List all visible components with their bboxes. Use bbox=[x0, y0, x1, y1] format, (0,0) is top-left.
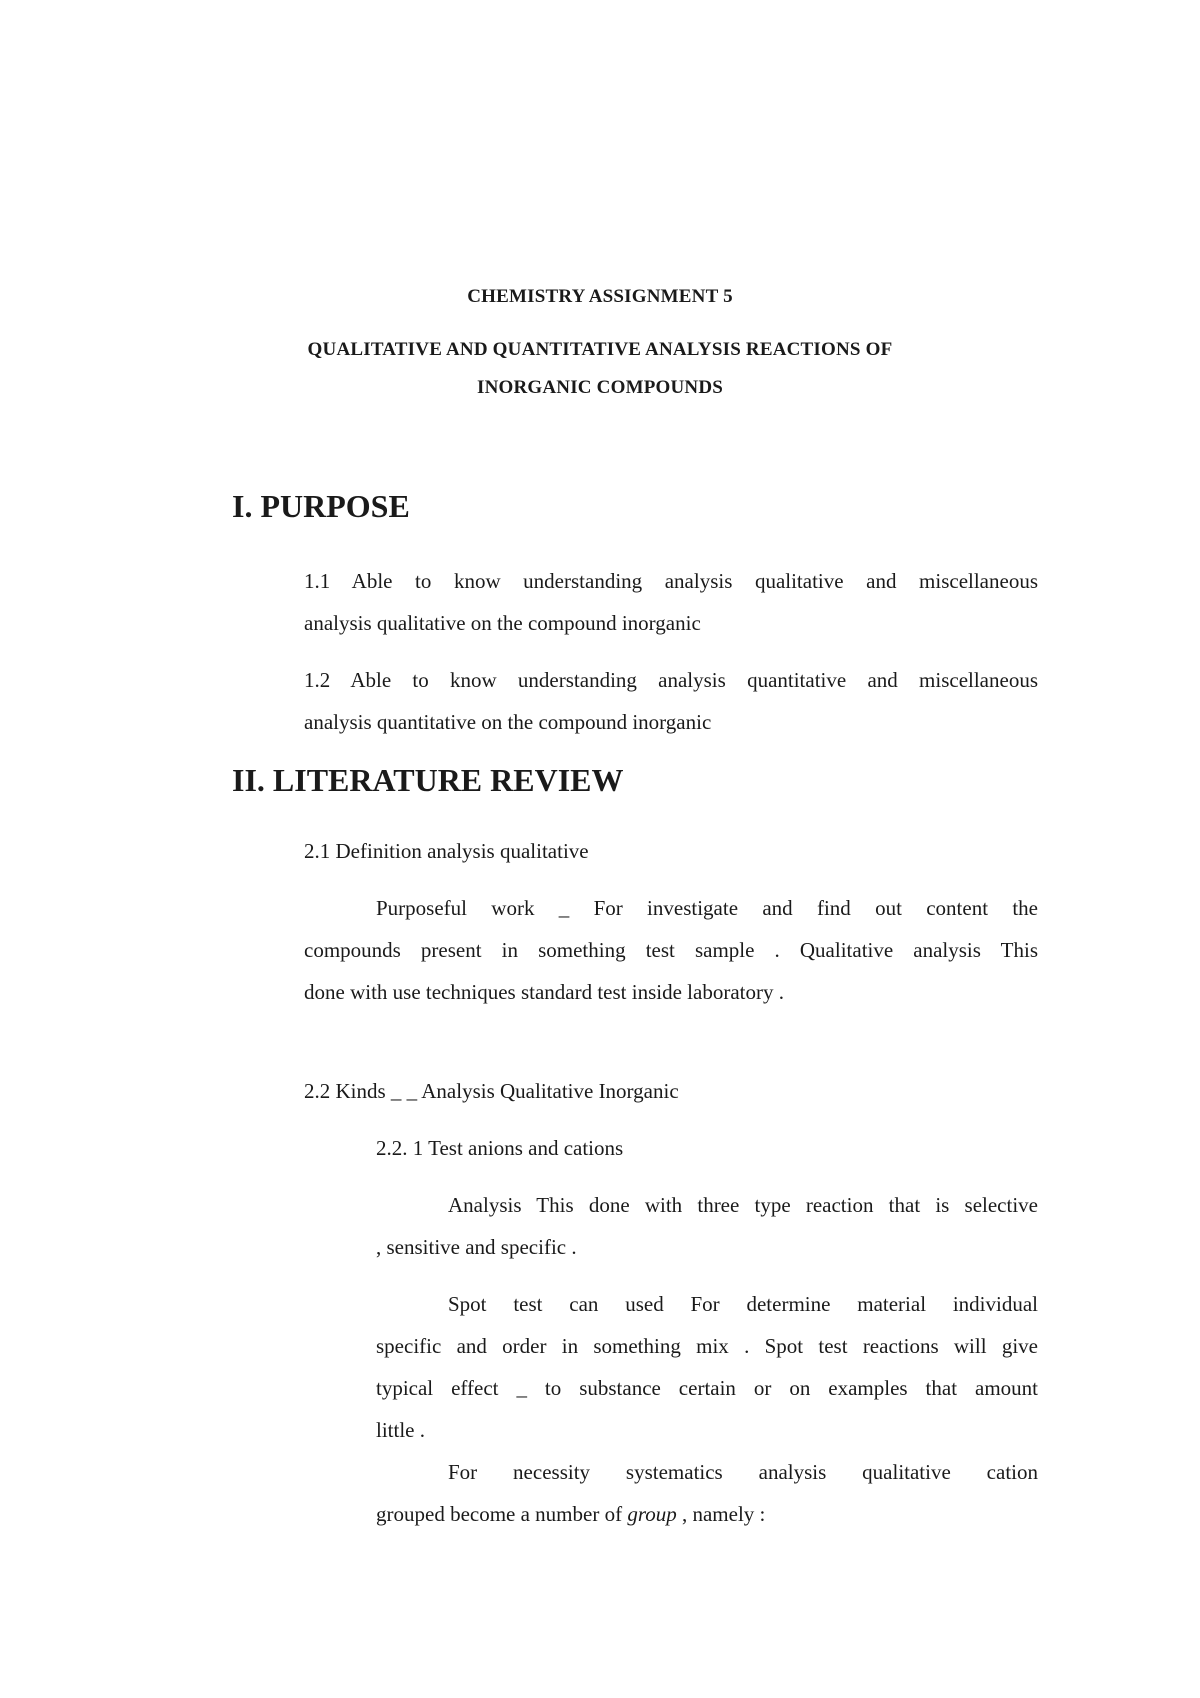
purpose-item-1-line-1: 1.1 Able to know understanding analysis qualitative and miscellaneous bbox=[304, 569, 1038, 593]
purpose-item-2-line-1: 1.2 Able to know understanding analysis quantitative and miscellaneous bbox=[304, 668, 1038, 692]
grouping-paragraph-line-2 bbox=[376, 1493, 765, 1535]
definition-paragraph-line-2: compounds present in something test sample . Qualitative analysis This bbox=[304, 938, 1038, 962]
grouping-paragraph-line-1: For necessity systematics analysis qualitative cation bbox=[448, 1460, 1038, 1484]
grouping-text-b: , namely : bbox=[676, 1502, 766, 1526]
assignment-title: CHEMISTRY ASSIGNMENT 5 bbox=[467, 286, 733, 307]
purpose-item-2-line-2: analysis quantitative on the compound inorganic bbox=[304, 710, 712, 734]
spot-test-paragraph-line-3: typical effect _ to substance certain or on examples that amount bbox=[376, 1376, 1038, 1400]
grouping-text-a: grouped become a number of bbox=[376, 1502, 628, 1526]
purpose-item-1-line-2: analysis qualitative on the compound inorganic bbox=[304, 611, 701, 635]
definition-paragraph-line-3: done with use techniques standard test inside laboratory . bbox=[304, 980, 784, 1004]
section-2-1-title: 2.1 Definition analysis qualitative bbox=[304, 839, 589, 863]
spot-test-paragraph-line-1: Spot test can used For determine material individual bbox=[448, 1292, 1038, 1316]
subtitle-line-1: QUALITATIVE AND QUANTITATIVE ANALYSIS REACTIONS OF bbox=[307, 339, 893, 360]
analysis-paragraph-line-1: Analysis This done with three type reaction that is selective bbox=[448, 1193, 1038, 1217]
section-2-2-1-title: 2.2. 1 Test anions and cations bbox=[376, 1136, 624, 1160]
literature-review-heading: II. LITERATURE REVIEW bbox=[232, 762, 624, 798]
spot-test-paragraph-line-2: specific and order in something mix . Spot test reactions will give bbox=[376, 1334, 1038, 1358]
analysis-paragraph-line-2: , sensitive and specific . bbox=[376, 1235, 577, 1259]
group-emphasis: group bbox=[627, 1502, 677, 1526]
spot-test-paragraph-line-4: little . bbox=[376, 1418, 425, 1442]
subtitle-line-2: INORGANIC COMPOUNDS bbox=[476, 377, 724, 398]
purpose-heading: I. PURPOSE bbox=[232, 488, 410, 524]
section-2-2-title: 2.2 Kinds _ _ Analysis Qualitative Inorganic bbox=[304, 1079, 679, 1103]
definition-paragraph-line-1: Purposeful work _ For investigate and find out content the bbox=[376, 896, 1038, 920]
